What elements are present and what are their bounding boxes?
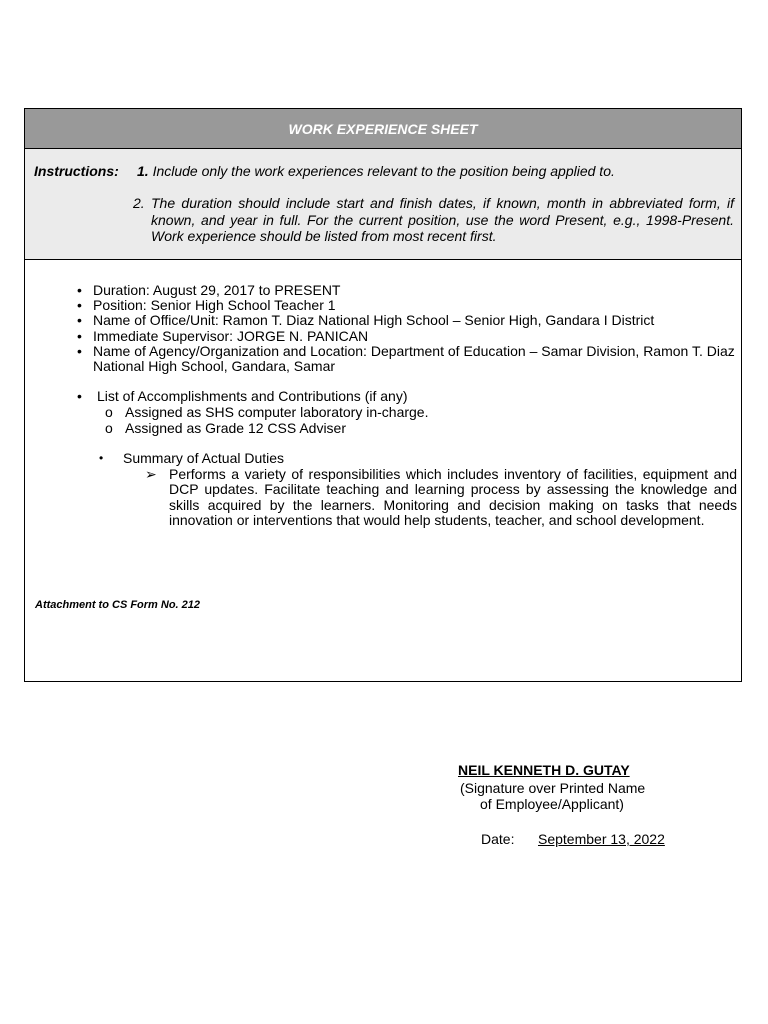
- summary-text: Performs a variety of responsibilities which includes inventory of facilities, equipment and DCP updates. Facilitate teaching and learning process by assessing the knowledge and skills acquired by the learners. Monitoring and decision making on tasks that needs innovation or interventions that would help students, teacher, and school development.: [169, 466, 737, 528]
- accomplishment-item: [77, 405, 737, 420]
- instruction-2: [133, 195, 734, 245]
- margin-gap: [25, 589, 28, 627]
- date-label: Date:: [481, 831, 515, 847]
- date-block: [481, 831, 665, 847]
- instruction-1: [137, 163, 615, 179]
- summary-duty: [145, 466, 737, 528]
- instructions-label: Instructions:: [34, 163, 119, 179]
- date-value: September 13, 2022: [538, 831, 665, 847]
- work-experience-sheet: [24, 108, 742, 682]
- sub-bullet-marker: o: [105, 404, 113, 421]
- sheet-title: WORK EXPERIENCE SHEET: [25, 109, 741, 149]
- accomplishment-text: Assigned as SHS computer laboratory in-charge.: [125, 404, 429, 421]
- signature-caption-line1: (Signature over Printed Name: [460, 780, 646, 796]
- accomplishment-text: Assigned as Grade 12 CSS Adviser: [125, 420, 347, 437]
- accomplishments-heading: • List of Accomplishments and Contributions (if any): [77, 389, 737, 404]
- list-item: • Duration: August 29, 2017 to PRESENT: [77, 283, 737, 298]
- experience-details-list: [77, 283, 737, 374]
- list-item: • Immediate Supervisor: JORGE N. PANICAN: [77, 329, 737, 344]
- sub-bullet-marker: o: [105, 420, 113, 437]
- instruction-2-text: The duration should include start and finish dates, if known, month in abbreviated form, if known, and year in full. For the current position, use the word Present, e.g., 1998-Present. Work experience should be listed from most recent first.: [151, 195, 734, 244]
- arrow-bullet-icon: ➢: [145, 466, 157, 483]
- list-item: • Name of Agency/Organization and Location: Department of Education – Samar Division, Ramon T. Diaz National High School, Gandara, Samar: [77, 344, 737, 374]
- instruction-1-number: 1.: [137, 163, 149, 179]
- attachment-note: Attachment to CS Form No. 212: [35, 599, 201, 611]
- summary-heading: • Summary of Actual Duties: [99, 451, 737, 466]
- list-item: • Position: Senior High School Teacher 1: [77, 298, 737, 313]
- employee-name: NEIL KENNETH D. GUTAY: [458, 762, 630, 778]
- instructions-panel: [25, 149, 741, 260]
- signature-block: [458, 762, 646, 812]
- instruction-2-number: 2.: [133, 195, 145, 211]
- list-item: • Name of Office/Unit: Ramon T. Diaz National High School – Senior High, Gandara I District: [77, 313, 737, 328]
- accomplishments-section: [77, 389, 737, 437]
- summary-section: [99, 451, 737, 528]
- accomplishment-item: [77, 421, 737, 436]
- signature-caption-line2: of Employee/Applicant): [480, 796, 624, 812]
- instruction-1-text: Include only the work experiences relevant to the position being applied to.: [152, 163, 615, 179]
